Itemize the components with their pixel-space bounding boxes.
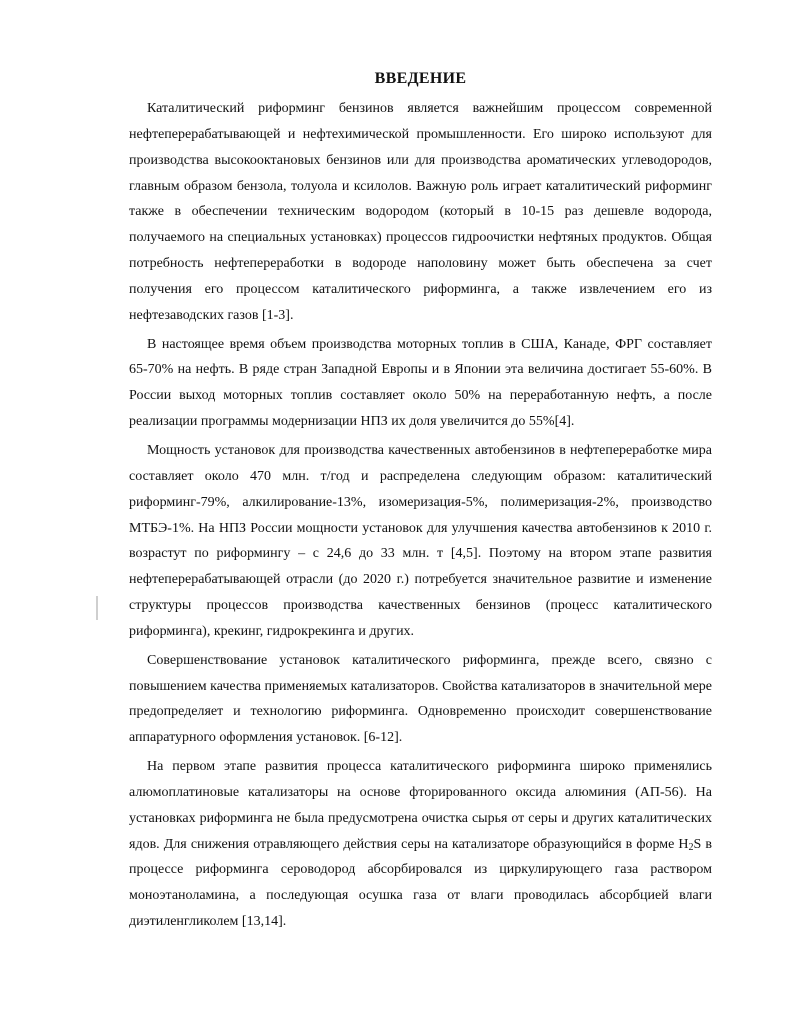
paragraph-2: В настоящее время объем производства моторных топлив в США, Канаде, ФРГ составляет 65-70% на нефть. В ряде стран Западной Европы и в Японии эта величина достигает 55-60%. В России выход моторных топлив составляет около 50% на переработанную нефть, а после реализации программы модернизации НПЗ их доля увеличится до 55%[4]. <box>129 336 712 430</box>
paragraph-1: Каталитический риформинг бензинов является важнейшим процессом современной нефтеперерабатывающей и нефтехимической промышленности. Его широко используют для производства высокооктановых бензинов или для производства ароматических углеводородов, главным образом бензола, толуола и ксилолов. Важную роль играет каталитический риформинг также в обеспечении техническим водородом (который в 10-15 раз дешевле водорода, получаемого на специальных установках) процессов гидроочистки нефтяных продуктов. Общая потребность нефтепереработки в водороде наполовину может быть обеспечена за счет получения его процессом каталитического риформинга, а также извлечением его из нефтезаводских газов [1-3]. <box>129 101 712 323</box>
paragraph-4: Совершенствование установок каталитического риформинга, прежде всего, связно с повышением качества применяемых катализаторов. Свойства катализаторов в значительной мере предопределяет и технологию риформинга. Одновременно происходит совершенствование аппаратурного оформления установок. [6-12]. <box>129 652 712 746</box>
document-body <box>129 68 712 935</box>
scan-edge-mark <box>96 596 98 620</box>
section-title: ВВЕДЕНИЕ <box>374 70 467 87</box>
paragraph-5-text-start: На первом этапе развития процесса каталитического риформинга широко применялись алюмоплатиновые катализаторы на основе фторированного оксида алюминия (АП-56). На установках риформинга не была предусмотрена очистка сырья от серы и других каталитических ядов. Для снижения отравляющего действия серы на катализаторе образующийся в форме H <box>129 759 712 852</box>
h2s-subscript: 2 <box>688 841 694 853</box>
paragraph-5-text-end: S в процессе риформинга сероводород абсорбировался из циркулирующего газа раствором моноэтаноламина, а последующая осушка газа от влаги проводилась абсорбцией влаги диэтиленгликолем [13,14]. <box>129 836 712 930</box>
paragraph-3: Мощность установок для производства качественных автобензинов в нефтепереработке мира составляет около 470 млн. т/год и распределена следующим образом: каталитический риформинг-79%, алкилирование-13%, изомеризация-5%, полимеризация-2%, производство МТБЭ-1%. На НПЗ России мощности установок для улучшения качества автобензинов к 2010 г. возрастут по риформингу – с 24,6 до 33 млн. т [4,5]. Поэтому на втором этапе развития нефтеперерабатывающей отрасли (до 2020 г.) потребуется значительное развитие и изменение структуры процессов производства качественных бензинов (процесс каталитического риформинга), крекинг, гидрокрекинга и других. <box>129 442 712 639</box>
paragraph-5 <box>129 754 712 935</box>
